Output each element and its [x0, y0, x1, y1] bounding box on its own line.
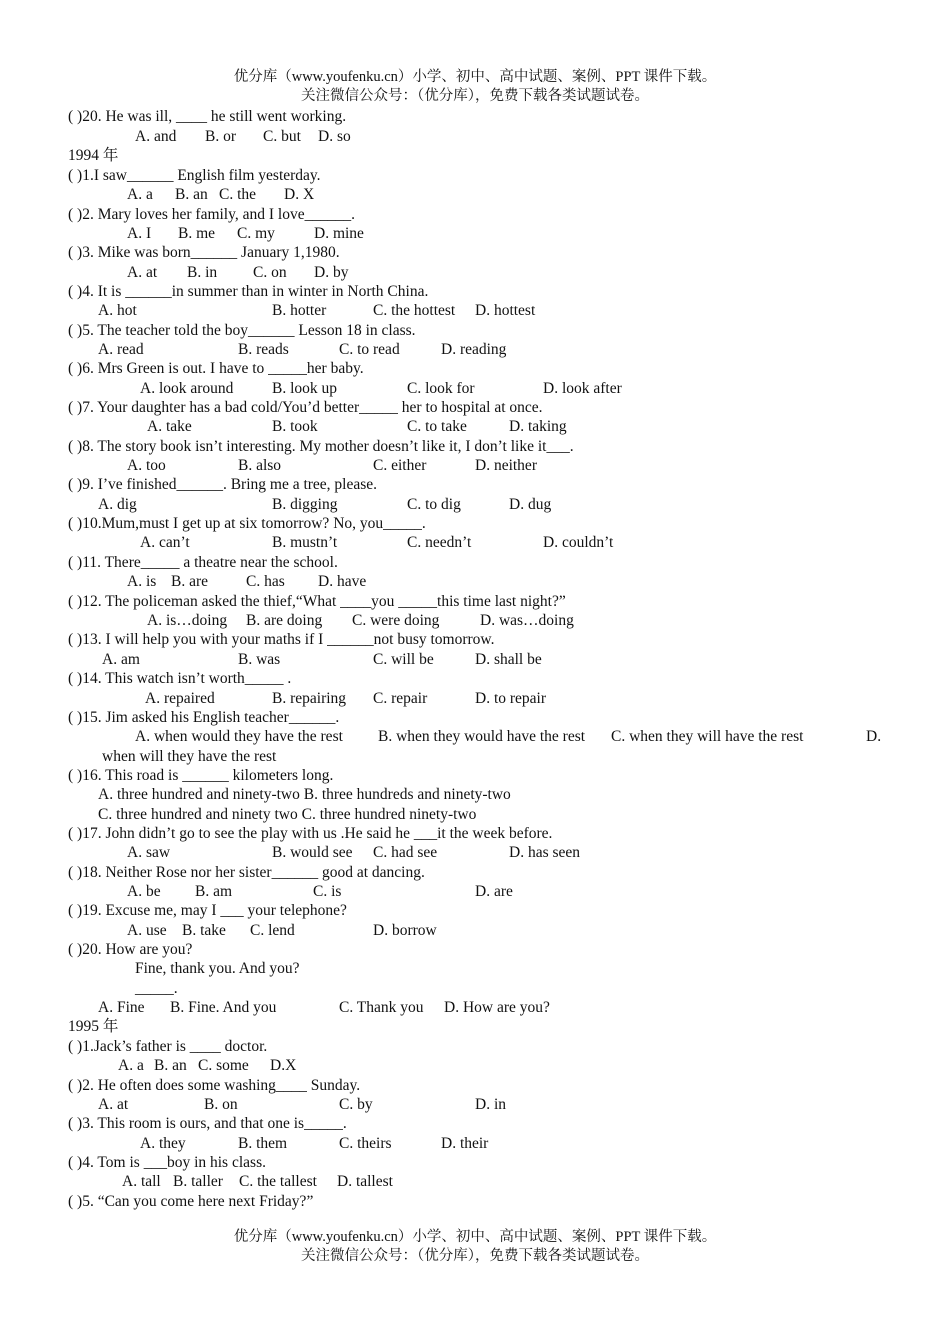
answer-option: B. hotter — [272, 302, 327, 319]
answer-option: A. at — [127, 264, 158, 281]
answer-option: D. X — [284, 186, 315, 203]
text-line: ( )2. He often does some washing____ Sunday. — [68, 1077, 361, 1094]
text-line: Fine, thank you. And you? — [135, 960, 300, 977]
answer-option: A. too — [127, 457, 166, 474]
answer-option: C. when they will have the rest — [611, 728, 804, 745]
answer-option: A. take — [147, 418, 192, 435]
text-line: ( )13. I will help you with your maths if I ______not busy tomorrow. — [68, 631, 495, 648]
answer-option: B. was — [238, 651, 281, 668]
answer-option: D. tallest — [337, 1173, 393, 1190]
answer-option: A. I — [127, 225, 152, 242]
answer-option: C. theirs — [339, 1135, 392, 1152]
text-line: ( )11. There_____ a theatre near the school. — [68, 554, 338, 571]
answer-option: B. digging — [272, 496, 338, 513]
text-line: ( )3. This room is ours, and that one is_____. — [68, 1115, 347, 1132]
text-line: ( )17. John didn’t go to see the play with us .He said he ___it the week before. — [68, 825, 553, 842]
answer-option: D. to repair — [475, 690, 547, 707]
answer-option: A. be — [127, 883, 161, 900]
answer-option: C. look for — [407, 380, 475, 397]
page-header — [0, 68, 950, 106]
answer-option: A. can’t — [140, 534, 190, 551]
answer-option: B. look up — [272, 380, 338, 397]
header-line-1: 优分库（www.youfenku.cn）小学、初中、高中试题、案例、PPT 课件下载。 — [233, 69, 717, 85]
answer-option: B. me — [178, 225, 216, 242]
text-line: ( )1.I saw______ English film yesterday. — [68, 167, 321, 184]
answer-option: C. had see — [373, 844, 438, 861]
answer-option: A. look around — [140, 380, 234, 397]
answer-option: A. is…doing — [147, 612, 228, 629]
answer-option: A. am — [102, 651, 140, 668]
answer-option: B. repairing — [272, 690, 347, 707]
answer-option: C. on — [253, 264, 287, 281]
answer-option: A. tall — [122, 1173, 161, 1190]
answer-option: C. lend — [250, 922, 295, 939]
answer-option: B. am — [195, 883, 233, 900]
text-line: ( )12. The policeman asked the thief,“What ____you _____this time last night?” — [68, 593, 566, 610]
text-line: ( )10.Mum,must I get up at six tomorrow? No, you_____. — [68, 515, 426, 532]
text-line: ( )2. Mary loves her family, and I love______. — [68, 206, 355, 223]
answer-option: A. dig — [98, 496, 137, 513]
answer-option: C. by — [339, 1096, 373, 1113]
text-line: ( )7. Your daughter has a bad cold/You’d better_____ her to hospital at once. — [68, 399, 543, 416]
footer-line-2: 关注微信公众号：（优分库），免费下载各类试题试卷。 — [301, 1248, 649, 1264]
text-line: 1994 年 — [68, 147, 119, 164]
answer-option: B. are — [171, 573, 209, 590]
answer-option: A. read — [98, 341, 144, 358]
answer-option: C. the hottest — [373, 302, 456, 319]
answer-option: D. mine — [314, 225, 364, 242]
answer-option: D. — [866, 728, 882, 745]
answer-option: C. repair — [373, 690, 428, 707]
answer-option: B. would see — [272, 844, 353, 861]
answer-option: A. a — [127, 186, 153, 203]
answer-option: C. were doing — [352, 612, 440, 629]
answer-option: A. Fine — [98, 999, 145, 1016]
answer-option: C. is — [313, 883, 342, 900]
answer-option: C. either — [373, 457, 427, 474]
answer-option: B. took — [272, 418, 318, 435]
answer-option: B. or — [205, 128, 236, 145]
answer-option: D. has seen — [509, 844, 581, 861]
answer-option: C. to read — [339, 341, 400, 358]
text-line: 1995 年 — [68, 1018, 119, 1035]
answer-option: B. Fine. And you — [170, 999, 277, 1016]
answer-option: C. the tallest — [239, 1173, 317, 1190]
answer-option: C. to take — [407, 418, 467, 435]
answer-option: B. an — [175, 186, 208, 203]
text-line: A. three hundred and ninety-two B. three hundreds and ninety-two — [98, 786, 511, 803]
answer-option: D. was…doing — [480, 612, 574, 629]
answer-option: D. shall be — [475, 651, 542, 668]
text-line: ( )19. Excuse me, may I ___ your telephone? — [68, 902, 347, 919]
answer-option: D. by — [314, 264, 349, 281]
answer-option: A. they — [140, 1135, 186, 1152]
answer-option: C. has — [246, 573, 285, 590]
answer-option: B. also — [238, 457, 282, 474]
text-line: ( )6. Mrs Green is out. I have to _____her baby. — [68, 360, 364, 377]
answer-option: D. reading — [441, 341, 507, 358]
text-line: ( )20. How are you? — [68, 941, 193, 958]
answer-option: D. How are you? — [444, 999, 550, 1016]
header-line-2: 关注微信公众号：（优分库），免费下载各类试题试卷。 — [301, 88, 649, 104]
answer-option: C. Thank you — [339, 999, 424, 1016]
answer-option: B. taller — [173, 1173, 223, 1190]
answer-option: B. an — [154, 1057, 187, 1074]
answer-option: C. will be — [373, 651, 434, 668]
answer-option: D. couldn’t — [543, 534, 614, 551]
answer-option: B. mustn’t — [272, 534, 338, 551]
answer-option: B. take — [182, 922, 226, 939]
answer-option: D. look after — [543, 380, 622, 397]
text-line: ( )5. “Can you come here next Friday?” — [68, 1193, 314, 1210]
answer-option: D. so — [318, 128, 351, 145]
answer-option: C. but — [263, 128, 301, 145]
answer-option: B. are doing — [246, 612, 323, 629]
text-line: ( )3. Mike was born______ January 1,1980. — [68, 244, 340, 261]
answer-option: C. my — [237, 225, 275, 242]
text-line: _____. — [135, 980, 178, 997]
answer-option: A. is — [127, 573, 157, 590]
answer-option: A. when would they have the rest — [135, 728, 343, 745]
text-line: ( )9. I’ve finished______. Bring me a tree, please. — [68, 476, 378, 493]
text-line: ( )16. This road is ______ kilometers long. — [68, 767, 334, 784]
text-line: ( )4. It is ______in summer than in winter in North China. — [68, 283, 429, 300]
answer-option: D. are — [475, 883, 513, 900]
answer-option: B. in — [187, 264, 218, 281]
page-footer — [0, 1228, 950, 1266]
text-line: ( )5. The teacher told the boy______ Lesson 18 in class. — [68, 322, 416, 339]
answer-option: B. when they would have the rest — [378, 728, 586, 745]
answer-option: D. have — [318, 573, 367, 590]
answer-option: D. borrow — [373, 922, 437, 939]
answer-option: D. their — [441, 1135, 489, 1152]
answer-option: D. neither — [475, 457, 537, 474]
answer-option: A. at — [98, 1096, 129, 1113]
answer-option: B. on — [204, 1096, 238, 1113]
answer-option: A. hot — [98, 302, 137, 319]
footer-line-1: 优分库（www.youfenku.cn）小学、初中、高中试题、案例、PPT 课件下载。 — [233, 1229, 717, 1245]
answer-option: A. a — [118, 1057, 144, 1074]
text-line: ( )20. He was ill, ____ he still went working. — [68, 108, 347, 125]
text-line: ( )4. Tom is ___boy in his class. — [68, 1154, 266, 1171]
text-line: ( )1.Jack’s father is ____ doctor. — [68, 1038, 268, 1055]
answer-option: A. and — [135, 128, 177, 145]
text-line: ( )8. The story book isn’t interesting. My mother doesn’t like it, I don’t like it___. — [68, 438, 574, 455]
answer-option: C. needn’t — [407, 534, 472, 551]
text-line: ( )18. Neither Rose nor her sister______ good at dancing. — [68, 864, 425, 881]
text-line: when will they have the rest — [102, 748, 277, 765]
answer-option: D. taking — [509, 418, 567, 435]
answer-option: D. dug — [509, 496, 552, 513]
answer-option: A. use — [127, 922, 167, 939]
text-line: ( )14. This watch isn’t worth_____ . — [68, 670, 292, 687]
answer-option: D. in — [475, 1096, 506, 1113]
answer-option: C. some — [198, 1057, 249, 1074]
answer-option: A. repaired — [145, 690, 215, 707]
answer-option: D.X — [270, 1057, 297, 1074]
answer-option: B. them — [238, 1135, 288, 1152]
answer-option: A. saw — [127, 844, 171, 861]
answer-option: C. to dig — [407, 496, 461, 513]
text-line: C. three hundred and ninety two C. three hundred ninety-two — [98, 806, 477, 823]
answer-option: B. reads — [238, 341, 289, 358]
answer-option: C. the — [219, 186, 257, 203]
answer-option: D. hottest — [475, 302, 536, 319]
text-line: ( )15. Jim asked his English teacher______. — [68, 709, 340, 726]
